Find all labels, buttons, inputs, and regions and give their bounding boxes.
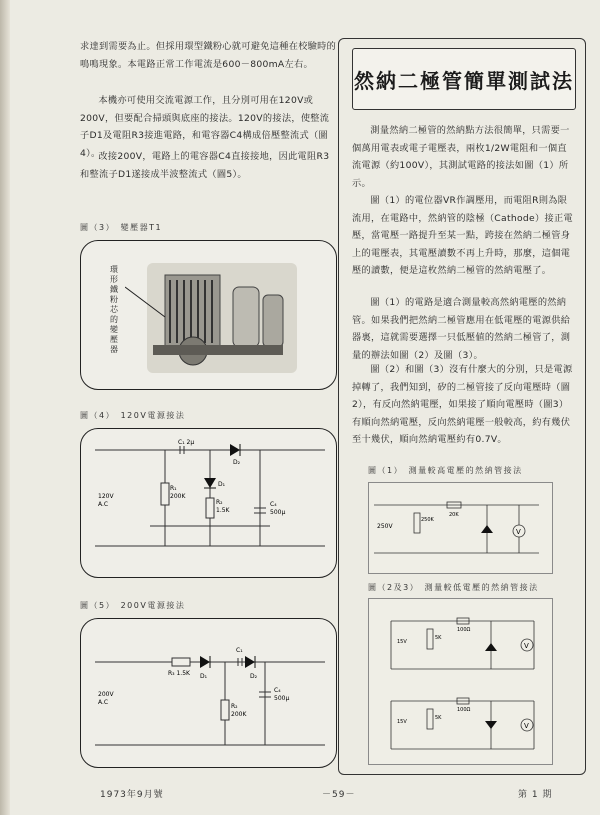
fig1-diagram [368, 482, 553, 574]
right-paragraph-3: 圖（1）的電路是適合測量較高然納電壓的然納管。如果我們把然納二極管應用在低電壓的電源供給器裏，這就需要選擇一只低壓値的然納二極管了，測量的辦法如圖（2）及圖（3）。 [352, 297, 571, 361]
page-edge [0, 0, 10, 815]
fig2-supply-voltage: 15V [397, 639, 407, 645]
right-paragraph-1: 測量然納二極管的然納點方法很簡單，只需要一個萬用電表或電子電壓表，兩枚1/2W電阻和一個直流電源（約100V），其測試電路的接法如圖（1）所示。 [352, 125, 570, 189]
fig3-vr-value: 5K [435, 715, 442, 721]
fig23-diagram [368, 598, 553, 765]
fig1-vr-value: 250K [421, 517, 434, 523]
fig1-supply-voltage: 250V [377, 523, 393, 530]
fig4-r1-value: 200K [170, 493, 186, 500]
fig2-meter-symbol: V [524, 642, 529, 650]
fig4-source-ac: A.C [98, 501, 109, 508]
fig5-r2-value: 200K [231, 711, 247, 718]
fig3-caption: 圖（3） 變壓器T1 [80, 223, 163, 232]
fig2-vr-value: 5K [435, 635, 442, 641]
fig4-d2-label: D₂ [233, 459, 241, 466]
footer-issue: 第 1 期 [518, 790, 553, 800]
fig5-circuit [90, 630, 328, 758]
fig1-caption: 圖（1） 測量較高電壓的然納管接法 [368, 466, 523, 475]
fig4-caption: 圖（4） 120V電源接法 [80, 411, 186, 420]
fig5-source-volts: 200V [98, 691, 114, 698]
fig1-meter-symbol: V [516, 528, 521, 536]
fig4-r1-label: R₁ [170, 485, 177, 492]
fig4-r2-label: R₂ [216, 499, 223, 506]
fig4-circuit [90, 438, 328, 566]
right-paragraph-4: 圖（2）和圖（3）沒有什麼大的分別，只是電源掉轉了，我們知到，矽的二極管接了反向電壓時（圖2），有反向然納電壓，如果接了順向電壓時（圖3）有順向然納電壓，反向然納電壓一般較高，約有幾伏至十幾伏，順向然納電壓約有0.7V。 [352, 364, 573, 445]
footer-date: 1973年9月號 [100, 790, 164, 800]
fig5-c4-value: 500µ [274, 695, 290, 702]
fig5-c4-label: C₄ [274, 687, 281, 694]
fig4-c1-label: C₁ 2µ [178, 439, 195, 446]
article-title-box [352, 48, 576, 110]
fig3-meter-symbol: V [524, 722, 529, 730]
article-title: 然納二極管簡單測試法 [354, 68, 574, 93]
fig4-r2-value: 1.5K [216, 507, 230, 514]
transformer-photo [125, 255, 310, 380]
fig3-photo-label: 環形鐵粉芯的變壓器 [110, 265, 118, 354]
fig5-r3-label: R₃ 1.5K [168, 670, 190, 677]
fig5-caption: 圖（5） 200V電源接法 [80, 601, 186, 610]
left-paragraph-1: 本機亦可使用交流電源工作，且分別可用在120V或200V，但要配合掃頭與底座的接法。120V的接法，使整流子D1及電阻R3接進電路，和電容器C4構成倍壓整流式（圖4）。 [80, 95, 330, 159]
fig4-d1-label: D₁ [218, 481, 226, 488]
fig23-caption: 圖（2及3） 測量較低電壓的然納管接法 [368, 583, 539, 592]
right-paragraph-2: 圖（1）的電位器VR作調壓用，而電阻R則為限流用，在電路中，然納管的陰極（Cathode）接正電壓，當電壓一路提升至某一點，跨接在然納二極管身上的電壓表，其電壓讀數不再上升時，那麼，這個電壓的讀數，便是這枚然納二極管的然納電壓了。 [352, 195, 573, 276]
fig1-r-value: 20K [449, 512, 459, 518]
left-paragraph-2: 改接200V，電路上的電容器C4直接接地，因此電阻R3和整流子D1遂接成半波整流式（圖5）。 [80, 151, 330, 180]
fig5-d1-label: D₁ [200, 673, 208, 680]
left-intro-text: 求達到需要為止。但採用環型鐵粉心就可避免這種在校驗時的鳴鳴現象。本電路正常工作電流是600－800mA左右。 [80, 41, 337, 70]
footer-page-number: －59－ [322, 790, 356, 800]
fig3-supply-voltage: 15V [397, 719, 407, 725]
fig4-c4-label: C₄ [270, 501, 277, 508]
fig4-source-volts: 120V [98, 493, 114, 500]
fig5-c1-label: C₁ [236, 647, 243, 654]
fig5-d2-label: D₂ [250, 673, 258, 680]
fig5-source-ac: A.C [98, 699, 109, 706]
fig4-c4-value: 500µ [270, 509, 286, 516]
fig5-r2-label: R₂ [231, 703, 238, 710]
fig3-r-value: 100Ω [457, 707, 471, 713]
fig2-r-value: 100Ω [457, 627, 471, 633]
